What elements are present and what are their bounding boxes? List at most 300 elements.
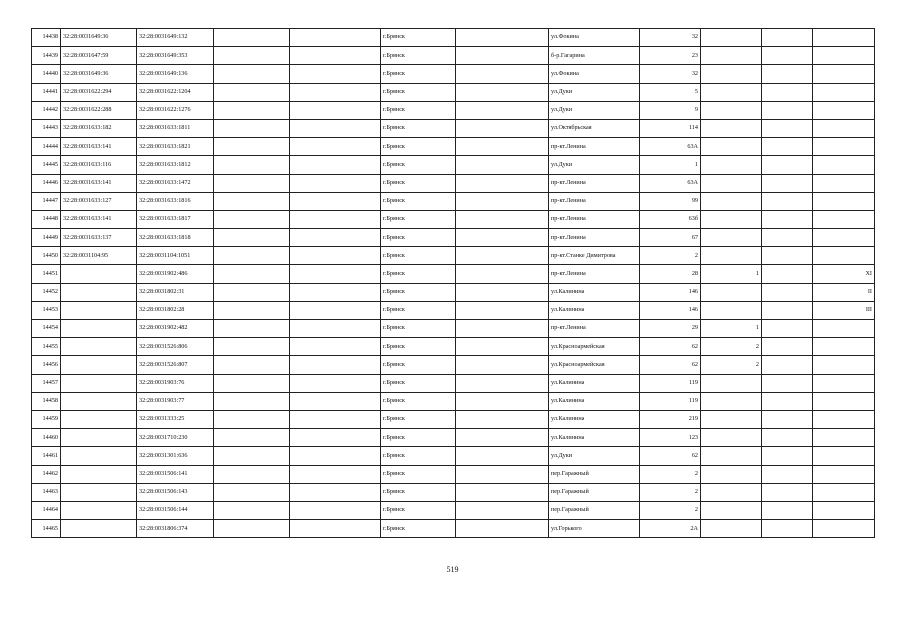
city-cell: г.Брянск — [381, 138, 456, 156]
table-row — [32, 29, 875, 47]
house-number-cell: 67 — [640, 229, 701, 247]
building-cell — [701, 392, 762, 410]
row-number-cell: 14453 — [32, 301, 61, 319]
house-number-cell: 62 — [640, 447, 701, 465]
city-cell: г.Брянск — [381, 410, 456, 428]
building-cell — [701, 47, 762, 65]
empty-cell — [456, 65, 549, 83]
cadastral-block-cell: 32:28:0031633:141 — [61, 138, 137, 156]
street-cell: пр-кт.Ленина — [549, 174, 640, 192]
empty-cell — [214, 29, 290, 47]
street-cell: ул.Фокина — [549, 29, 640, 47]
building-cell: 1 — [701, 320, 762, 338]
premises-cell — [813, 429, 875, 447]
table-row — [32, 320, 875, 338]
empty-cell — [762, 320, 813, 338]
city-cell: г.Брянск — [381, 83, 456, 101]
row-number-cell: 14457 — [32, 374, 61, 392]
table-row — [32, 429, 875, 447]
cadastral-block-cell: 32:28:0031622:294 — [61, 83, 137, 101]
table-row — [32, 192, 875, 210]
city-cell: г.Брянск — [381, 65, 456, 83]
premises-cell — [813, 483, 875, 501]
empty-cell — [456, 174, 549, 192]
cadastral-number-cell: 32:28:0031104:1051 — [137, 247, 214, 265]
building-cell — [701, 65, 762, 83]
empty-cell — [290, 501, 381, 519]
cadastral-number-cell: 32:28:0031622:1204 — [137, 83, 214, 101]
row-number-cell: 14441 — [32, 83, 61, 101]
building-cell: 1 — [701, 265, 762, 283]
cadastral-number-cell: 32:28:0031649:353 — [137, 47, 214, 65]
building-cell: 2 — [701, 338, 762, 356]
building-cell — [701, 119, 762, 137]
city-cell: г.Брянск — [381, 465, 456, 483]
empty-cell — [290, 320, 381, 338]
empty-cell — [762, 465, 813, 483]
empty-cell — [214, 501, 290, 519]
house-number-cell: 62 — [640, 356, 701, 374]
empty-cell — [290, 392, 381, 410]
premises-cell — [813, 338, 875, 356]
street-cell: ул.Калинина — [549, 301, 640, 319]
cadastral-number-cell: 32:28:0031903:77 — [137, 392, 214, 410]
street-cell: пер.Гаражный — [549, 465, 640, 483]
empty-cell — [290, 83, 381, 101]
row-number-cell: 14448 — [32, 210, 61, 228]
street-cell: ул.Калинина — [549, 392, 640, 410]
empty-cell — [456, 119, 549, 137]
house-number-cell: 62 — [640, 338, 701, 356]
table-row — [32, 410, 875, 428]
cadastral-number-cell: 32:28:0031633:1821 — [137, 138, 214, 156]
building-cell — [701, 138, 762, 156]
house-number-cell: 1 — [640, 156, 701, 174]
row-number-cell: 14439 — [32, 47, 61, 65]
house-number-cell: 123 — [640, 429, 701, 447]
empty-cell — [762, 119, 813, 137]
empty-cell — [214, 229, 290, 247]
building-cell — [701, 465, 762, 483]
empty-cell — [290, 192, 381, 210]
empty-cell — [214, 247, 290, 265]
empty-cell — [456, 429, 549, 447]
empty-cell — [456, 374, 549, 392]
empty-cell — [762, 520, 813, 538]
empty-cell — [290, 374, 381, 392]
cadastral-block-cell: 32:28:0031633:137 — [61, 229, 137, 247]
house-number-cell: 119 — [640, 374, 701, 392]
empty-cell — [290, 119, 381, 137]
empty-cell — [290, 520, 381, 538]
building-cell — [701, 483, 762, 501]
premises-cell — [813, 501, 875, 519]
empty-cell — [214, 301, 290, 319]
house-number-cell: 9 — [640, 101, 701, 119]
house-number-cell: 99 — [640, 192, 701, 210]
cadastral-block-cell: 32:28:0031633:182 — [61, 119, 137, 137]
house-number-cell: 146 — [640, 283, 701, 301]
city-cell: г.Брянск — [381, 283, 456, 301]
empty-cell — [214, 465, 290, 483]
building-cell — [701, 501, 762, 519]
cadastral-block-cell: 32:28:0031633:141 — [61, 174, 137, 192]
premises-cell — [813, 520, 875, 538]
empty-cell — [214, 483, 290, 501]
empty-cell — [290, 47, 381, 65]
street-cell: ул.Октябрьская — [549, 119, 640, 137]
cadastral-block-cell — [61, 429, 137, 447]
city-cell: г.Брянск — [381, 429, 456, 447]
building-cell — [701, 374, 762, 392]
registry-rows — [32, 29, 875, 538]
building-cell — [701, 174, 762, 192]
cadastral-number-cell: 32:28:0031526:806 — [137, 338, 214, 356]
cadastral-block-cell — [61, 483, 137, 501]
table-row — [32, 338, 875, 356]
empty-cell — [290, 338, 381, 356]
city-cell: г.Брянск — [381, 101, 456, 119]
building-cell — [701, 283, 762, 301]
cadastral-block-cell: 32:28:0031649:36 — [61, 29, 137, 47]
empty-cell — [290, 65, 381, 83]
empty-cell — [214, 101, 290, 119]
city-cell: г.Брянск — [381, 174, 456, 192]
empty-cell — [456, 483, 549, 501]
street-cell: пр-кт.Ленина — [549, 320, 640, 338]
row-number-cell: 14438 — [32, 29, 61, 47]
empty-cell — [762, 356, 813, 374]
cadastral-number-cell: 32:28:0031903:76 — [137, 374, 214, 392]
cadastral-number-cell: 32:28:0031633:1817 — [137, 210, 214, 228]
house-number-cell: 2 — [640, 483, 701, 501]
street-cell: ул.Калинина — [549, 429, 640, 447]
house-number-cell: 219 — [640, 410, 701, 428]
table-row — [32, 229, 875, 247]
empty-cell — [762, 174, 813, 192]
empty-cell — [290, 483, 381, 501]
empty-cell — [290, 229, 381, 247]
cadastral-block-cell: 32:28:0031622:288 — [61, 101, 137, 119]
street-cell: ул.Дуки — [549, 83, 640, 101]
empty-cell — [456, 338, 549, 356]
empty-cell — [456, 247, 549, 265]
house-number-cell: 119 — [640, 392, 701, 410]
row-number-cell: 14450 — [32, 247, 61, 265]
table-row — [32, 101, 875, 119]
cadastral-block-cell: 32:28:0031633:141 — [61, 210, 137, 228]
premises-cell — [813, 101, 875, 119]
street-cell: ул.Дуки — [549, 101, 640, 119]
cadastral-block-cell — [61, 265, 137, 283]
building-cell — [701, 247, 762, 265]
premises-cell — [813, 174, 875, 192]
building-cell — [701, 229, 762, 247]
table-row — [32, 483, 875, 501]
city-cell: г.Брянск — [381, 119, 456, 137]
cadastral-number-cell: 32:28:0031649:132 — [137, 29, 214, 47]
street-cell: пр-кт.Ленина — [549, 210, 640, 228]
row-number-cell: 14447 — [32, 192, 61, 210]
street-cell: пр-кт.Ленина — [549, 265, 640, 283]
empty-cell — [456, 301, 549, 319]
row-number-cell: 14449 — [32, 229, 61, 247]
street-cell: ул.Горького — [549, 520, 640, 538]
street-cell: пр-кт.Ленина — [549, 192, 640, 210]
cadastral-block-cell — [61, 301, 137, 319]
empty-cell — [456, 465, 549, 483]
cadastral-number-cell: 32:28:0031802:28 — [137, 301, 214, 319]
empty-cell — [214, 156, 290, 174]
city-cell: г.Брянск — [381, 301, 456, 319]
city-cell: г.Брянск — [381, 47, 456, 65]
empty-cell — [214, 119, 290, 137]
table-row — [32, 210, 875, 228]
premises-cell — [813, 320, 875, 338]
row-number-cell: 14455 — [32, 338, 61, 356]
building-cell — [701, 29, 762, 47]
empty-cell — [456, 83, 549, 101]
empty-cell — [762, 265, 813, 283]
empty-cell — [214, 520, 290, 538]
cadastral-number-cell: 32:28:0031802:31 — [137, 283, 214, 301]
table-row — [32, 374, 875, 392]
cadastral-number-cell: 32:28:0031710:230 — [137, 429, 214, 447]
table-row — [32, 83, 875, 101]
premises-cell — [813, 465, 875, 483]
empty-cell — [762, 447, 813, 465]
empty-cell — [762, 47, 813, 65]
building-cell — [701, 301, 762, 319]
premises-cell — [813, 65, 875, 83]
street-cell: пер.Гаражный — [549, 501, 640, 519]
empty-cell — [214, 356, 290, 374]
cadastral-number-cell: 32:28:0031902:486 — [137, 265, 214, 283]
empty-cell — [762, 138, 813, 156]
cadastral-block-cell — [61, 465, 137, 483]
building-cell — [701, 447, 762, 465]
cadastral-block-cell — [61, 392, 137, 410]
city-cell: г.Брянск — [381, 338, 456, 356]
empty-cell — [762, 429, 813, 447]
premises-cell — [813, 374, 875, 392]
empty-cell — [456, 356, 549, 374]
empty-cell — [762, 156, 813, 174]
cadastral-block-cell — [61, 356, 137, 374]
street-cell: б-р.Гагарина — [549, 47, 640, 65]
empty-cell — [456, 192, 549, 210]
table-row — [32, 265, 875, 283]
empty-cell — [456, 210, 549, 228]
city-cell: г.Брянск — [381, 392, 456, 410]
empty-cell — [290, 301, 381, 319]
city-cell: г.Брянск — [381, 483, 456, 501]
empty-cell — [762, 374, 813, 392]
cadastral-number-cell: 32:28:0031633:1812 — [137, 156, 214, 174]
premises-cell — [813, 210, 875, 228]
cadastral-block-cell — [61, 410, 137, 428]
row-number-cell: 14461 — [32, 447, 61, 465]
empty-cell — [762, 247, 813, 265]
house-number-cell: 63б — [640, 210, 701, 228]
empty-cell — [214, 65, 290, 83]
building-cell — [701, 410, 762, 428]
empty-cell — [214, 392, 290, 410]
table-row — [32, 465, 875, 483]
cadastral-block-cell — [61, 374, 137, 392]
registry-table — [31, 28, 875, 538]
city-cell: г.Брянск — [381, 501, 456, 519]
city-cell: г.Брянск — [381, 320, 456, 338]
empty-cell — [456, 156, 549, 174]
cadastral-block-cell: 32:28:0031647:59 — [61, 47, 137, 65]
street-cell: ул.Красноармейская — [549, 338, 640, 356]
house-number-cell: 29 — [640, 320, 701, 338]
empty-cell — [214, 174, 290, 192]
row-number-cell: 14452 — [32, 283, 61, 301]
empty-cell — [214, 192, 290, 210]
empty-cell — [456, 138, 549, 156]
city-cell: г.Брянск — [381, 210, 456, 228]
street-cell: ул.Дуки — [549, 156, 640, 174]
cadastral-block-cell — [61, 283, 137, 301]
table-row — [32, 392, 875, 410]
table-row — [32, 283, 875, 301]
empty-cell — [762, 229, 813, 247]
premises-cell — [813, 29, 875, 47]
cadastral-block-cell — [61, 338, 137, 356]
empty-cell — [456, 283, 549, 301]
row-number-cell: 14460 — [32, 429, 61, 447]
premises-cell — [813, 392, 875, 410]
cadastral-number-cell: 32:28:0031506:144 — [137, 501, 214, 519]
empty-cell — [456, 520, 549, 538]
row-number-cell: 14463 — [32, 483, 61, 501]
house-number-cell: 5 — [640, 83, 701, 101]
empty-cell — [290, 101, 381, 119]
empty-cell — [214, 283, 290, 301]
row-number-cell: 14446 — [32, 174, 61, 192]
empty-cell — [290, 283, 381, 301]
cadastral-block-cell — [61, 501, 137, 519]
row-number-cell: 14445 — [32, 156, 61, 174]
cadastral-block-cell — [61, 320, 137, 338]
house-number-cell: 2А — [640, 520, 701, 538]
cadastral-block-cell: 32:28:0031649:36 — [61, 65, 137, 83]
city-cell: г.Брянск — [381, 156, 456, 174]
cadastral-number-cell: 32:28:0031633:1472 — [137, 174, 214, 192]
cadastral-number-cell: 32:28:0031633:1811 — [137, 119, 214, 137]
table-row — [32, 138, 875, 156]
empty-cell — [762, 101, 813, 119]
building-cell — [701, 210, 762, 228]
empty-cell — [214, 47, 290, 65]
city-cell: г.Брянск — [381, 447, 456, 465]
empty-cell — [290, 247, 381, 265]
empty-cell — [762, 410, 813, 428]
cadastral-block-cell: 32:28:0031633:116 — [61, 156, 137, 174]
table-row — [32, 156, 875, 174]
empty-cell — [456, 392, 549, 410]
house-number-cell: 23 — [640, 47, 701, 65]
empty-cell — [214, 429, 290, 447]
empty-cell — [456, 410, 549, 428]
premises-cell: II — [813, 283, 875, 301]
city-cell: г.Брянск — [381, 192, 456, 210]
empty-cell — [762, 83, 813, 101]
cadastral-number-cell: 32:28:0031902:482 — [137, 320, 214, 338]
table-row — [32, 174, 875, 192]
empty-cell — [456, 229, 549, 247]
street-cell: ул.Красноармейская — [549, 356, 640, 374]
row-number-cell: 14465 — [32, 520, 61, 538]
house-number-cell: 146 — [640, 301, 701, 319]
street-cell: ул.Дуки — [549, 447, 640, 465]
empty-cell — [290, 410, 381, 428]
empty-cell — [214, 338, 290, 356]
premises-cell — [813, 247, 875, 265]
empty-cell — [290, 465, 381, 483]
premises-cell — [813, 192, 875, 210]
house-number-cell: 63А — [640, 174, 701, 192]
city-cell: г.Брянск — [381, 265, 456, 283]
empty-cell — [214, 83, 290, 101]
city-cell: г.Брянск — [381, 520, 456, 538]
city-cell: г.Брянск — [381, 229, 456, 247]
cadastral-number-cell: 32:28:0031301:636 — [137, 447, 214, 465]
empty-cell — [762, 501, 813, 519]
cadastral-number-cell: 32:28:0031506:141 — [137, 465, 214, 483]
house-number-cell: 32 — [640, 65, 701, 83]
empty-cell — [762, 338, 813, 356]
cadastral-block-cell: 32:28:0031633:127 — [61, 192, 137, 210]
premises-cell — [813, 356, 875, 374]
building-cell — [701, 192, 762, 210]
empty-cell — [214, 138, 290, 156]
empty-cell — [456, 265, 549, 283]
building-cell: 2 — [701, 356, 762, 374]
empty-cell — [214, 320, 290, 338]
cadastral-block-cell: 32:28:0031104:95 — [61, 247, 137, 265]
premises-cell — [813, 229, 875, 247]
cadastral-block-cell — [61, 447, 137, 465]
street-cell: пер.Гаражный — [549, 483, 640, 501]
row-number-cell: 14454 — [32, 320, 61, 338]
empty-cell — [290, 265, 381, 283]
cadastral-number-cell: 32:28:0031333:25 — [137, 410, 214, 428]
table-row — [32, 520, 875, 538]
table-row — [32, 447, 875, 465]
empty-cell — [762, 210, 813, 228]
empty-cell — [214, 447, 290, 465]
empty-cell — [456, 29, 549, 47]
house-number-cell: 2 — [640, 501, 701, 519]
building-cell — [701, 520, 762, 538]
table-row — [32, 65, 875, 83]
row-number-cell: 14442 — [32, 101, 61, 119]
city-cell: г.Брянск — [381, 29, 456, 47]
row-number-cell: 14444 — [32, 138, 61, 156]
premises-cell — [813, 119, 875, 137]
empty-cell — [214, 265, 290, 283]
building-cell — [701, 429, 762, 447]
empty-cell — [290, 356, 381, 374]
house-number-cell: 2 — [640, 247, 701, 265]
house-number-cell: 63А — [640, 138, 701, 156]
empty-cell — [456, 101, 549, 119]
street-cell: пр-кт.Ленина — [549, 229, 640, 247]
empty-cell — [290, 138, 381, 156]
